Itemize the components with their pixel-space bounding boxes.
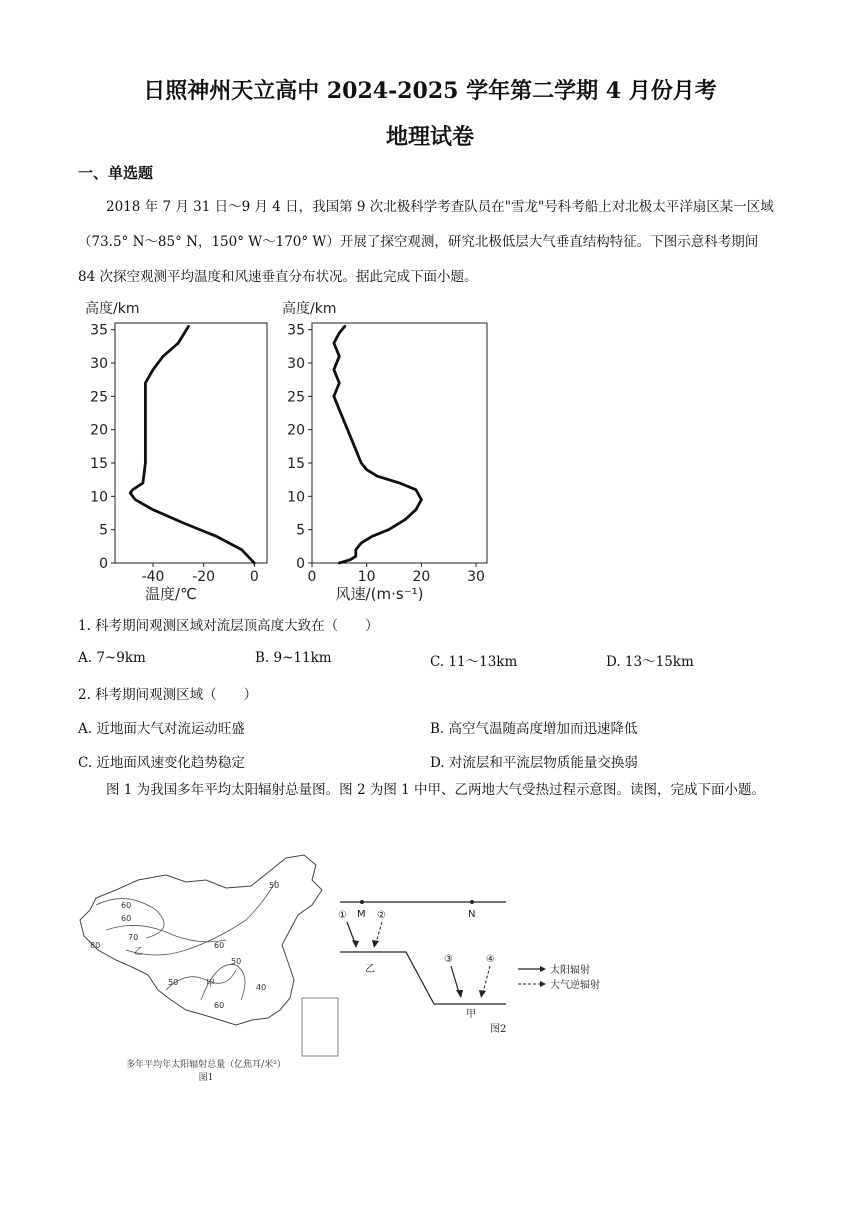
y-tick-label: 20 [90, 422, 108, 439]
figure1-label: 图1 [198, 1073, 214, 1083]
contour-label: 40 [256, 983, 267, 992]
contour-line [126, 880, 276, 955]
x-axis-label: 风速/(m·s⁻¹) [335, 585, 424, 603]
contour-label: 50 [231, 957, 242, 966]
y-tick-label: 35 [287, 322, 305, 339]
contour-label: 50 [269, 881, 280, 890]
place-yi: 乙 [134, 947, 144, 957]
q1-option-a[interactable]: A. 7~9km [78, 650, 146, 666]
x-axis-label: 温度/℃ [145, 585, 197, 603]
figure2-diagram [330, 890, 630, 1040]
section-heading: 一、单选题 [78, 164, 154, 182]
contour-label: 80 [90, 941, 101, 950]
num-1: ① [338, 910, 347, 921]
y-tick-label: 25 [90, 389, 108, 406]
series-line [334, 326, 422, 563]
q2-option-b[interactable]: B. 高空气温随高度增加而迅速降低 [430, 721, 638, 737]
y-tick-label: 15 [287, 456, 305, 472]
y-tick-label: 20 [287, 422, 305, 439]
figure1-map [76, 850, 356, 1085]
x-tick-label: 0 [307, 569, 317, 585]
contour-line [106, 925, 226, 941]
q1-option-d[interactable]: D. 13～15km [606, 654, 694, 670]
series-line [130, 326, 254, 563]
num-3: ③ [444, 954, 453, 965]
legend-counter: 大气逆辐射 [550, 980, 600, 991]
contour-label: 60 [214, 1001, 225, 1010]
place-jia: 甲 [466, 1009, 476, 1020]
q1-option-c[interactable]: C. 11～13km [430, 654, 518, 670]
arrowhead [456, 990, 463, 998]
x-tick-label: 30 [467, 569, 485, 585]
y-tick-label: 0 [99, 556, 108, 572]
exam-subject: 地理试卷 [385, 124, 474, 150]
y-tick-label: 35 [90, 322, 108, 339]
q1-option-b[interactable]: B. 9~11km [255, 650, 332, 666]
arrowhead [479, 990, 486, 998]
contour-label: 50 [168, 978, 179, 987]
num-4: ④ [486, 954, 495, 965]
contour-label: 60 [121, 901, 132, 910]
y-tick-label: 0 [296, 556, 305, 572]
y-axis-label: 高度/km [85, 301, 140, 317]
q2-option-d[interactable]: D. 对流层和平流层物质能量交换弱 [430, 755, 638, 771]
x-tick-label: -20 [192, 569, 216, 585]
label-n: N [468, 909, 476, 920]
y-tick-label: 30 [287, 356, 305, 372]
y-tick-label: 5 [99, 522, 108, 539]
charts [70, 290, 510, 610]
question-intro: 2018 年 7 月 31 日～9 月 4 日，我国第 9 次北极科学考查队员在"雪龙"号科考船上对北极太平洋扇区某一区域（73.5° N～85° N，150° W～170° W）开展了探空观测，研究北极低层大气垂直结构特征。下图示意科考期间 84 次探空观测平均温度和风速垂直分布状况。据此完成下面小题。 [78, 199, 774, 285]
contour-label: 60 [121, 914, 132, 923]
y-tick-label: 30 [90, 356, 108, 372]
y-tick-label: 15 [90, 456, 108, 472]
question-1-stem: 1. 科考期间观测区域对流层顶高度大致在（ ） [78, 618, 379, 634]
x-tick-label: -40 [141, 569, 165, 585]
arrowhead [352, 940, 359, 948]
place-yi: 乙 [365, 964, 375, 975]
place-jia: 甲 [206, 979, 216, 989]
figure2-label: 图2 [490, 1024, 507, 1035]
num-2: ② [377, 910, 386, 921]
arrowhead [540, 966, 546, 972]
q2-option-c[interactable]: C. 近地面风速变化趋势稳定 [78, 755, 245, 771]
contour-label: 70 [128, 933, 139, 942]
section2-intro: 图 1 为我国多年平均太阳辐射总量图。图 2 为图 1 中甲、乙两地大气受热过程示意图。读图，完成下面小题。 [106, 782, 766, 798]
label-m: M [357, 909, 366, 920]
point-n [470, 900, 474, 904]
y-axis-label: 高度/km [282, 301, 337, 317]
x-tick-label: 20 [412, 569, 431, 585]
x-tick-label: 10 [357, 569, 376, 585]
y-tick-label: 10 [90, 489, 108, 506]
legend-solar: 太阳辐射 [550, 965, 590, 976]
figure1-caption: 多年平均年太阳辐射总量（亿焦耳/米²） [126, 1060, 286, 1070]
x-tick-label: 0 [249, 569, 259, 585]
point-m [360, 900, 364, 904]
y-tick-label: 10 [287, 489, 305, 506]
arrowhead [372, 940, 379, 948]
y-tick-label: 25 [287, 389, 305, 406]
question-2-stem: 2. 科考期间观测区域（ ） [78, 687, 258, 703]
arrowhead [540, 981, 546, 987]
wind-speed-chart [282, 300, 487, 603]
y-tick-label: 5 [296, 522, 305, 539]
exam-title: 日照神州天立高中 2024-2025 学年第二学期 4 月份月考 [143, 78, 717, 104]
q2-option-a[interactable]: A. 近地面大气对流运动旺盛 [78, 721, 245, 737]
temperature-chart [85, 300, 267, 603]
contour-label: 60 [214, 941, 225, 950]
